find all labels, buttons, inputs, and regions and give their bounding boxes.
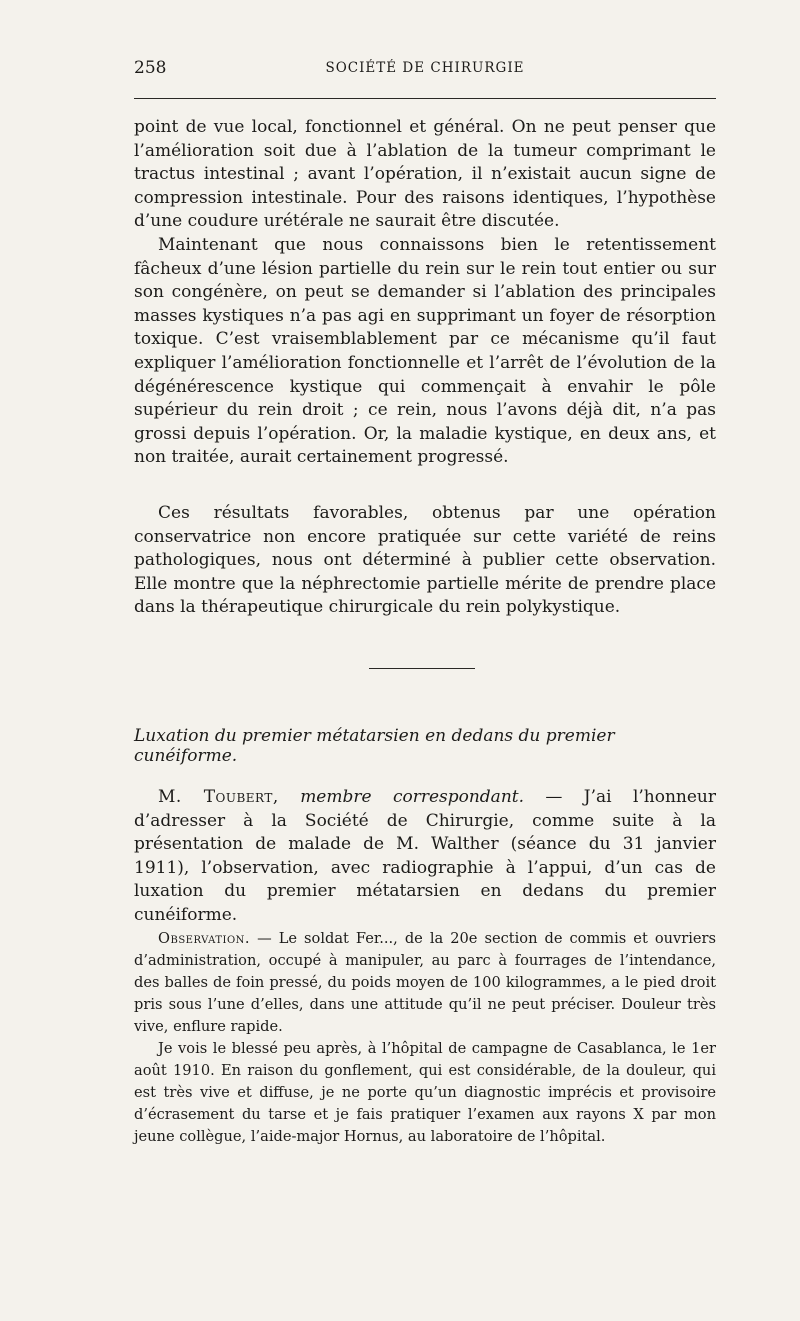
paragraph-3-block — [134, 502, 716, 620]
section-title-block — [134, 726, 716, 766]
intro-block — [134, 786, 716, 928]
paragraph-1: point de vue local, fonctionnel et général. On ne peut penser que l’amélioration soit due à l’ablation de la tumeur comprimant le tractus intestinal ; avant l’opération, il n’existait aucun signe de compression intestinale. Pour des raisons identiques, l’hypothèse d’une coudure urétérale ne saurait être discutée. — [134, 117, 716, 232]
observation-paragraph-1 — [134, 928, 716, 1038]
section-divider — [369, 668, 475, 669]
author-name: M. Toubert, — [158, 787, 279, 807]
page-header — [134, 58, 716, 92]
paragraph-3: Ces résultats favorables, obtenus par une opération conservatrice non encore pratiquée sur cette variété de reins pathologiques, nous ont déterminé à publier cette observation. Elle montre que la néphrectomie partielle mérite de prendre place dans la thérapeutique chirurgicale du rein polykystique. — [134, 503, 716, 618]
section-title: Luxation du premier métatarsien en dedans du premier cunéiforme. — [134, 726, 615, 766]
paragraph-1-block — [134, 116, 716, 234]
observation-block — [134, 928, 716, 1148]
paragraph-2-block — [134, 234, 716, 470]
page-number: 258 — [134, 58, 167, 78]
observation-paragraph-2: Je vois le blessé peu après, à l’hôpital de campagne de Casablanca, le 1er août 1910. En raison du gonflement, qui est considérable, de la douleur, qui est très vive et diffuse, je ne porte qu’un diagnostic imprécis et provisoire d’écrasement du tarse et je fais pratiquer l’examen aux rayons X par mon jeune collègue, l’aide-major Hornus, au laboratoire de l’hôpital. — [134, 1040, 716, 1145]
paragraph-2: Maintenant que nous connaissons bien le retentissement fâcheux d’une lésion partielle du rein sur le rein tout entier ou sur son congénère, on peut se demander si l’ablation des principales masses kystiques n’a pas agi en supprimant un foyer de résorption toxique. C’est vraisemblablement par ce mécanisme qu’il faut expliquer l’amélioration fonctionnelle et l’arrêt de l’évolution de la dégénérescence kystique qui commençait à envahir le pôle supérieur du rein droit ; ce rein, nous l’avons déjà dit, n’a pas grossi depuis l’opération. Or, la maladie kystique, en deux ans, et non traitée, aurait certainement progressé. — [134, 235, 716, 468]
document-page — [134, 58, 716, 1145]
header-rule — [134, 98, 716, 99]
observation-text: — Le soldat Fer..., de la 20e section de commis et ouvriers d’administration, occupé à manipuler, au parc à fourrages de l’intendance, des balles de foin pressé, du poids moyen de 100 kilogrammes, a le pied droit pris sous l’une d’elles, dans une attitude qu’il ne peut préciser. Douleur très vive, enflure rapide. — [134, 930, 716, 1035]
intro-text: — J’ai l’honneur d’adresser à la Société de Chirurgie, comme suite à la présentation de malade de M. Walther (séance du 31 janvier 1911), l’observation, avec radiographie à l’appui, d’un cas de luxation du premier métatarsien en dedans du premier cunéiforme. — [134, 787, 716, 925]
intro-paragraph — [134, 786, 716, 928]
running-head: SOCIÉTÉ DE CHIRURGIE — [325, 60, 525, 76]
author-role: membre correspondant. — [300, 787, 524, 807]
observation-label: Observation. — [158, 930, 251, 947]
